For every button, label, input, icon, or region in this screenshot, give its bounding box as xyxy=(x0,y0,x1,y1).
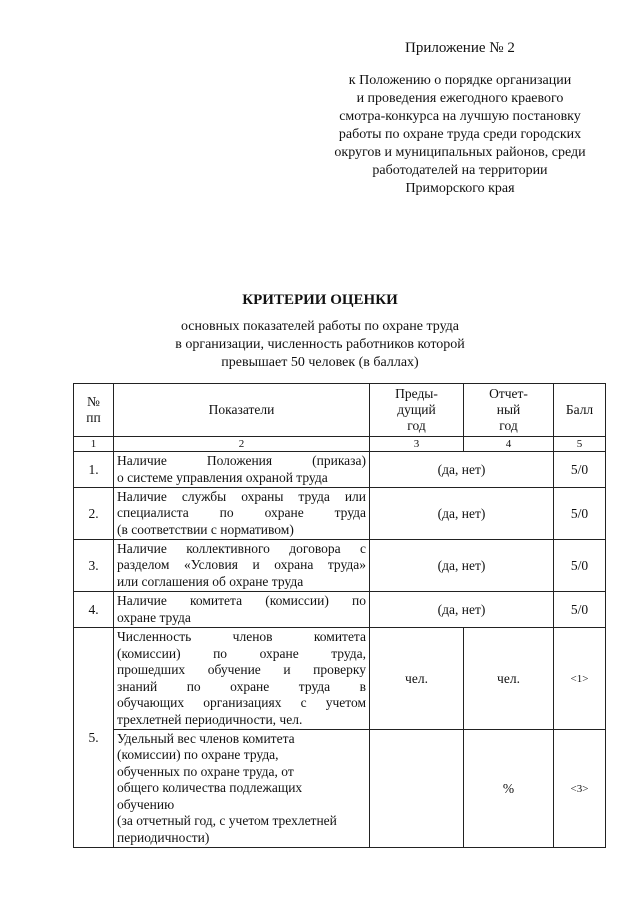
header-previous-year xyxy=(370,384,464,437)
row-report-value: чел. xyxy=(464,628,554,730)
row-prev-value xyxy=(370,730,464,848)
subtitle-line: в организации, численность работников которой xyxy=(175,337,465,352)
appendix-line: к Положению о порядке организации xyxy=(348,73,572,88)
row-number: 5. xyxy=(74,628,114,848)
appendix-reference xyxy=(300,72,620,198)
indicator-line: Наличие службы охраны труда или xyxy=(117,488,366,504)
header-report-line: год xyxy=(499,418,518,433)
appendix-line: работы по охране труда среди городских xyxy=(338,127,582,142)
indicator-line: прошедших обучение и проверку xyxy=(117,662,366,677)
header-report-line: ный xyxy=(496,402,521,417)
row-number: 4. xyxy=(74,592,114,628)
table-row xyxy=(74,628,606,730)
appendix-line: смотра-конкурса на лучшую постановку xyxy=(339,109,581,124)
row-indicator xyxy=(114,628,370,730)
row-score: 5/0 xyxy=(554,540,606,592)
indicator-line: о системе управления охраной труда xyxy=(117,469,328,485)
header-report-year xyxy=(464,384,554,437)
row-value: (да, нет) xyxy=(370,592,554,628)
document-title: КРИТЕРИИ ОЦЕНКИ xyxy=(242,292,398,308)
header-indicators: Показатели xyxy=(114,384,370,437)
column-number: 2 xyxy=(114,437,370,452)
indicator-line: трехлетней периодичности, чел. xyxy=(117,711,303,727)
subtitle-line: основных показателей работы по охране труда xyxy=(180,319,460,334)
row-prev-value: чел. xyxy=(370,628,464,730)
header-prev-line: год xyxy=(407,418,426,433)
row-score: <1> xyxy=(554,628,606,730)
indicator-line: охране труда xyxy=(117,609,191,625)
column-number: 1 xyxy=(74,437,114,452)
appendix-line: Приморского края xyxy=(405,181,515,196)
header-score: Балл xyxy=(554,384,606,437)
header-number-abbr: пп xyxy=(86,410,101,425)
column-number: 3 xyxy=(370,437,464,452)
appendix-line: округов и муниципальных районов, среди xyxy=(334,145,586,160)
indicator-line: (за отчетный год, с учетом трехлетней xyxy=(117,813,337,829)
indicator-line: разделом «Условия и охрана труда» xyxy=(117,557,366,573)
header-number xyxy=(74,384,114,437)
row-value: (да, нет) xyxy=(370,540,554,592)
row-indicator xyxy=(114,592,370,628)
indicator-line: (комиссии) по охране труда, xyxy=(117,645,366,661)
indicator-line: обучающих организациях с учетом xyxy=(117,695,366,710)
indicator-line: обучению xyxy=(117,796,175,812)
row-number: 2. xyxy=(74,488,114,540)
table-row xyxy=(74,452,606,488)
header-report-line: Отчет- xyxy=(489,386,528,401)
column-number-row xyxy=(74,437,606,452)
indicator-line: специалиста по охране труда xyxy=(117,505,366,521)
indicator-line: Наличие коллективного договора с xyxy=(117,540,366,556)
document-subtitle xyxy=(120,318,520,372)
row-score: <3> xyxy=(554,730,606,848)
row-indicator xyxy=(114,540,370,592)
header-prev-line: дущий xyxy=(397,402,436,417)
row-indicator xyxy=(114,488,370,540)
row-indicator xyxy=(114,730,370,848)
indicator-line: Наличие Положения (приказа) xyxy=(117,453,366,468)
row-score: 5/0 xyxy=(554,488,606,540)
indicator-line: Численность членов комитета xyxy=(117,629,366,644)
indicator-line: периодичности) xyxy=(117,829,210,845)
row-value: (да, нет) xyxy=(370,488,554,540)
indicator-line: обученных по охране труда, от xyxy=(117,763,294,779)
row-number: 1. xyxy=(74,452,114,488)
table-header-row xyxy=(74,384,606,437)
row-score: 5/0 xyxy=(554,592,606,628)
subtitle-line: превышает 50 человек (в баллах) xyxy=(221,355,419,370)
header-number-symbol: № xyxy=(87,394,100,409)
row-report-value: % xyxy=(464,730,554,848)
table-row xyxy=(74,592,606,628)
column-number: 5 xyxy=(554,437,606,452)
appendix-title: Приложение № 2 xyxy=(405,40,515,56)
column-number: 4 xyxy=(464,437,554,452)
row-score: 5/0 xyxy=(554,452,606,488)
header-prev-line: Преды- xyxy=(395,386,438,401)
table-row xyxy=(74,488,606,540)
criteria-table xyxy=(73,383,606,848)
indicator-line: Наличие комитета (комиссии) по xyxy=(117,593,366,608)
table-row xyxy=(74,730,606,848)
appendix-line: и проведения ежегодного краевого xyxy=(356,91,564,106)
indicator-line: или соглашения об охране труда xyxy=(117,573,304,589)
row-value: (да, нет) xyxy=(370,452,554,488)
indicator-line: (в соответствии с нормативом) xyxy=(117,521,294,537)
table-row xyxy=(74,540,606,592)
indicator-line: Удельный вес членов комитета xyxy=(117,730,295,746)
appendix-line: работодателей на территории xyxy=(372,163,548,178)
row-number: 3. xyxy=(74,540,114,592)
indicator-line: знаний по охране труда в xyxy=(117,678,366,694)
indicator-line: (комиссии) по охране труда, xyxy=(117,747,279,763)
indicator-line: общего количества подлежащих xyxy=(117,780,303,796)
row-indicator xyxy=(114,452,370,488)
